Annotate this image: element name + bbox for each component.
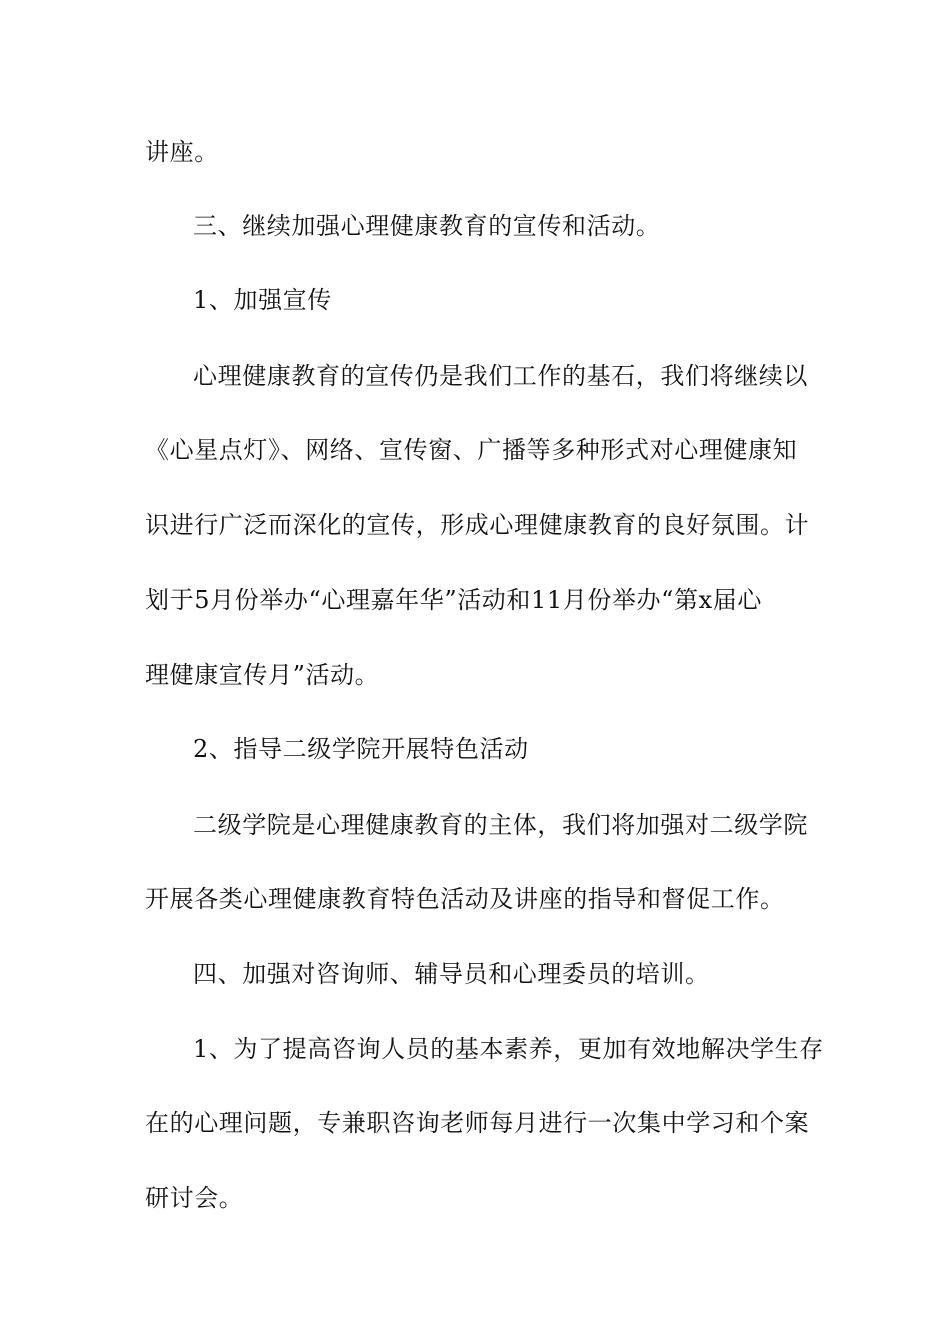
paragraph-line-6: 二级学院是心理健康教育的主体，我们将加强对二级学院 (193, 811, 808, 839)
paragraph-line-9: 在的心理问题，专兼职咨询老师每月进行一次集中学习和个案 (145, 1109, 810, 1137)
section-heading-3: 三、继续加强心理健康教育的宣传和活动。 (193, 212, 661, 240)
subheading-2: 2、指导二级学院开展特色活动 (193, 735, 529, 763)
paragraph-line-1: 心理健康教育的宣传仍是我们工作的基石，我们将继续以 (193, 362, 808, 390)
paragraph-line-3: 识进行广泛而深化的宣传，形成心理健康教育的良好氛围。计 (145, 511, 810, 539)
paragraph-line-2: 《心星点灯》、网络、宣传窗、广播等多种形式对心理健康知 (145, 436, 798, 464)
subheading-1: 1、加强宣传 (193, 286, 332, 314)
paragraph-line-7: 开展各类心理健康教育特色活动及讲座的指导和督促工作。 (145, 885, 785, 913)
text-line-1: 讲座。 (145, 138, 219, 166)
paragraph-line-10: 研讨会。 (145, 1184, 244, 1212)
paragraph-line-8: 1、为了提高咨询人员的基本素养，更加有效地解决学生存 (193, 1035, 824, 1063)
paragraph-line-4: 划于5月份举办“心理嘉年华”活动和11月份举办“第x届心 (145, 586, 762, 614)
paragraph-line-5: 理健康宣传月”活动。 (145, 661, 380, 689)
section-heading-4: 四、加强对咨询师、辅导员和心理委员的培训。 (193, 960, 710, 988)
